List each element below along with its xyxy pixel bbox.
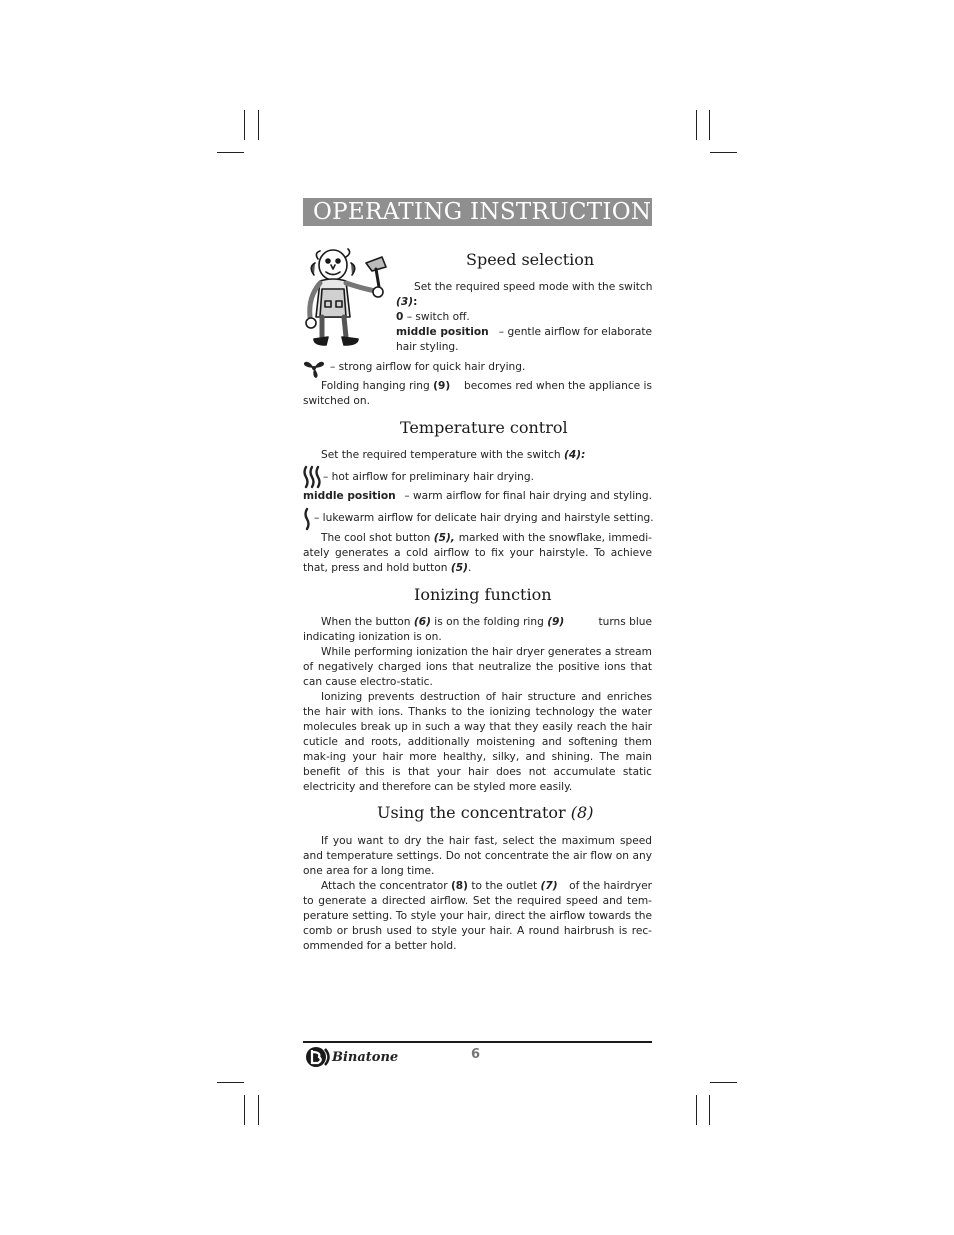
temperature-cool-line3: that, press and hold button (5). — [303, 562, 472, 574]
ionizing-function-heading: Ionizing function — [414, 585, 552, 604]
speed-intro-line1: Set the required speed mode with the switch — [414, 281, 653, 293]
concentrator-paragraph-1: If you want to dry the hair fast, select the maximum speed and temperature settings. Do not concentrate the air flow on any one area for a long time. — [303, 835, 652, 877]
ionizing-p1-line2: indicating ionization is on. — [303, 631, 442, 643]
speed-middle-line2: hair styling. — [396, 341, 459, 353]
crop-mark — [258, 110, 259, 140]
lukewarm-air-icon — [302, 507, 312, 531]
temperature-control-heading: Temperature control — [400, 418, 568, 437]
fan-icon — [302, 357, 326, 379]
binatone-brand: Binatone — [332, 1050, 399, 1065]
temperature-cool-line2: ately generates a cold airflow to fix your hairstyle. To achieve — [303, 547, 652, 559]
temperature-middle-line: middle position – warm airflow for final hair drying and styling. — [303, 490, 652, 502]
ionizing-paragraph-2: While performing ionization the hair dryer generates a stream of negatively charged ions that neutralize the positive ions that can cause electro-static. — [303, 646, 652, 688]
crop-mark — [696, 1095, 697, 1125]
ionizing-p1-line1: When the button (6) is on the folding ring (9) turns blue — [321, 616, 652, 628]
crop-mark — [696, 110, 697, 140]
concentrator-p2-line1: Attach the concentrator (8) to the outlet (7) of the hairdryer — [321, 880, 652, 892]
hot-air-icon — [302, 465, 322, 489]
temperature-cool-line1: The cool shot button (5), marked with the snowflake, immedi- — [321, 532, 652, 544]
concentrator-heading: Using the concentrator (8) — [377, 803, 594, 822]
temperature-hot-line: – hot airflow for preliminary hair drying. — [323, 471, 534, 483]
footer-rule — [303, 1041, 652, 1043]
speed-selection-heading: Speed selection — [466, 250, 595, 269]
crop-mark — [710, 152, 737, 153]
crop-mark — [710, 1082, 737, 1083]
page-title: OPERATING INSTRUCTIONS — [313, 199, 668, 225]
binatone-logo-icon — [303, 1046, 333, 1068]
crop-mark — [244, 1095, 245, 1125]
crop-mark — [709, 1095, 710, 1125]
speed-ring-line1: Folding hanging ring (9) becomes red when the appliance is — [321, 380, 652, 392]
speed-middle-line1: middle position – gentle airflow for elaborate — [396, 326, 652, 338]
temperature-intro-line: Set the required temperature with the switch (4): — [321, 449, 586, 461]
crop-mark — [217, 1082, 244, 1083]
temperature-lukewarm-line: – lukewarm airflow for delicate hair drying and hairstyle setting. — [314, 512, 654, 524]
speed-intro-line2: (3): — [396, 296, 418, 308]
crop-mark — [244, 110, 245, 140]
crop-mark — [217, 152, 244, 153]
crop-mark — [258, 1095, 259, 1125]
crop-mark — [709, 110, 710, 140]
speed-ring-line2: switched on. — [303, 395, 370, 407]
handyman-illustration — [300, 245, 395, 353]
title-banner — [303, 198, 668, 226]
speed-zero-line: 0 – switch off. — [396, 311, 470, 323]
speed-strong-line: – strong airflow for quick hair drying. — [330, 361, 526, 373]
page-number: 6 — [471, 1047, 481, 1062]
ionizing-paragraph-3: Ionizing prevents destruction of hair structure and enriches the hair with ions. Thanks to the ionizing technology the water molecules break up in such a way that they easily reach the hair cuticle and roots, additionally moistening and softening them mak-ing your hair more healthy, silky, and shining. The main benefit of this is that your hair does not accumulate static electricity and therefore can be styled more easily. — [303, 691, 652, 793]
concentrator-paragraph-2-rest: to generate a directed airflow. Set the required speed and tem-perature setting. To style your hair, direct the airflow towards the comb or brush used to style your hair. A round hairbrush is rec-ommended for a better hold. — [303, 895, 652, 952]
